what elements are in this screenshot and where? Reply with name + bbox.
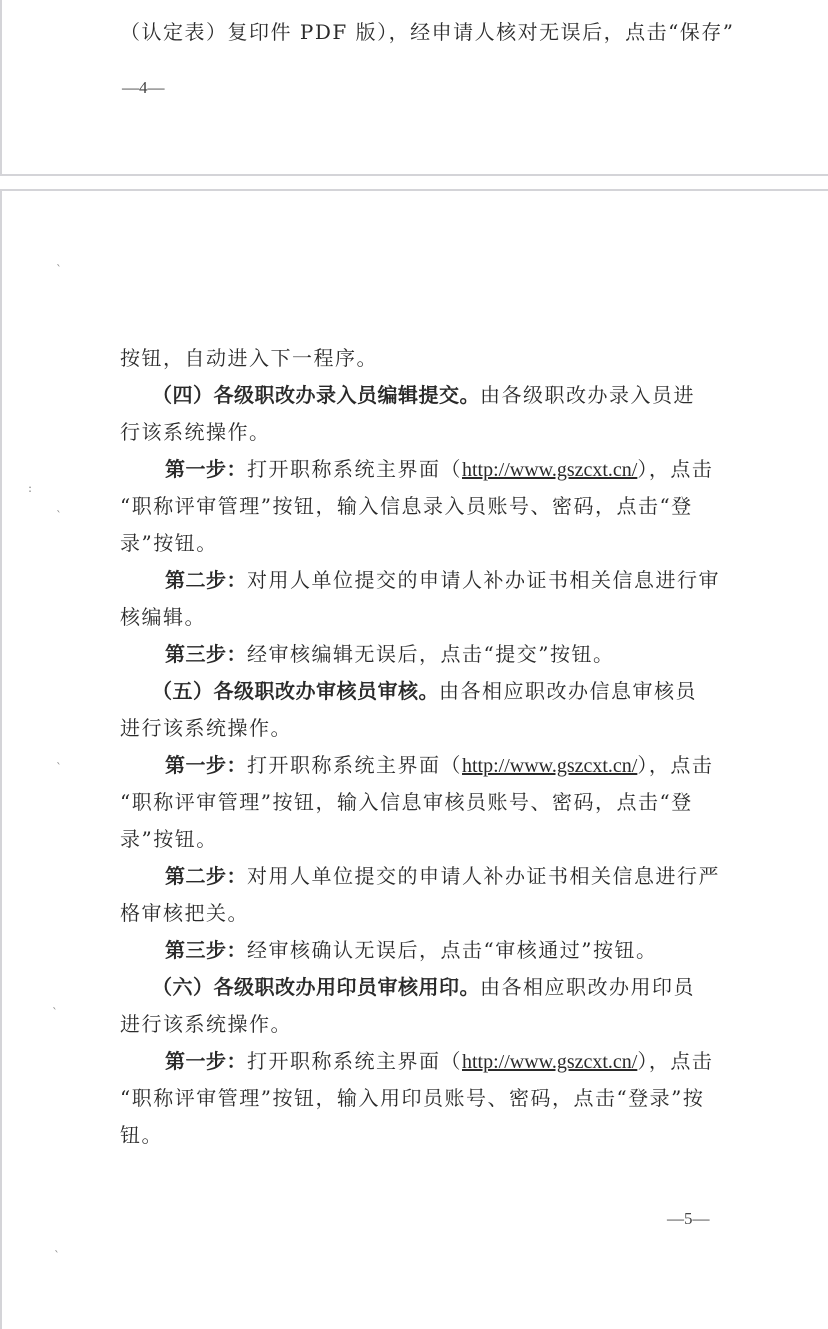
scan-speck: :: [28, 481, 33, 495]
step-label: 第一步：: [165, 1049, 247, 1073]
section-6-line2: 进行该系统操作。: [120, 1012, 292, 1036]
section-4-heading-line: [152, 383, 695, 407]
section-5-step2: [165, 864, 720, 888]
page-number-5: —5—: [667, 1209, 710, 1228]
step-text: 打开职称系统主界面（: [247, 753, 462, 777]
system-url-link[interactable]: http://www.gszcxt.cn/: [462, 459, 638, 481]
section-5-step1: [165, 753, 713, 778]
page-number-4: —4—: [122, 78, 165, 97]
section-4-heading: （四）各级职改办录入员编辑提交。: [152, 383, 480, 407]
step-label: 第二步：: [165, 864, 247, 888]
system-url-link[interactable]: http://www.gszcxt.cn/: [462, 1051, 638, 1073]
page4-text-line: （认定表）复印件 PDF 版），经申请人核对无误后，点击“保存”: [120, 20, 735, 44]
section-5-heading-rest: 由各相应职改办信息审核员: [439, 679, 697, 703]
section-5-line2: 进行该系统操作。: [120, 716, 292, 740]
step-text: 经审核确认无误后，点击“审核通过”按钮。: [247, 938, 658, 962]
section-6-step1-line3: 钮。: [120, 1123, 163, 1147]
step-text: 对用人单位提交的申请人补办证书相关信息进行严: [247, 864, 720, 888]
scan-speck: `: [56, 761, 62, 775]
section-4-step3: [165, 642, 614, 666]
section-4-line2: 行该系统操作。: [120, 420, 271, 444]
section-6-heading-line: [152, 975, 695, 999]
section-5-step2-line2: 格审核把关。: [120, 901, 249, 925]
step-label: 第一步：: [165, 457, 247, 481]
scan-speck: `: [54, 1249, 60, 1263]
document-page-4: [0, 0, 828, 176]
step-label: 第三步：: [165, 642, 247, 666]
section-6-step1: [165, 1049, 713, 1074]
step-label: 第三步：: [165, 938, 247, 962]
section-5-step1-line3: 录”按钮。: [120, 827, 218, 851]
step-text: 经审核编辑无误后，点击“提交”按钮。: [247, 642, 615, 666]
system-url-link[interactable]: http://www.gszcxt.cn/: [462, 755, 638, 777]
section-5-heading-line: [152, 679, 697, 703]
step-label: 第一步：: [165, 753, 247, 777]
document-page-5: [0, 189, 828, 1329]
section-6-step1-line2: “职称评审管理”按钮，输入用印员账号、密码，点击“登录”按: [120, 1086, 705, 1110]
step-label: 第二步：: [165, 568, 247, 592]
section-5-heading: （五）各级职改办审核员审核。: [152, 679, 439, 703]
scan-speck: `: [52, 1006, 58, 1020]
section-4-step1: [165, 457, 713, 482]
step-text: ），点击: [637, 1049, 714, 1073]
section-6-heading-rest: 由各相应职改办用印员: [480, 975, 695, 999]
step-text: ），点击: [637, 753, 714, 777]
section-5-step1-line2: “职称评审管理”按钮，输入信息审核员账号、密码，点击“登: [120, 790, 693, 814]
step-text: 打开职称系统主界面（: [247, 1049, 462, 1073]
section-4-step1-line2: “职称评审管理”按钮，输入信息录入员账号、密码，点击“登: [120, 494, 693, 518]
section-4-step2-line2: 核编辑。: [120, 605, 206, 629]
scan-speck: `: [56, 509, 62, 523]
section-4-heading-rest: 由各级职改办录入员进: [480, 383, 695, 407]
section-5-step3: [165, 938, 657, 962]
section-4-step1-line3: 录”按钮。: [120, 531, 218, 555]
continuation-text: 按钮，自动进入下一程序。: [120, 346, 378, 370]
step-text: 打开职称系统主界面（: [247, 457, 462, 481]
section-4-step2: [165, 568, 720, 592]
scan-speck: `: [56, 263, 62, 277]
section-6-heading: （六）各级职改办用印员审核用印。: [152, 975, 480, 999]
step-text: ），点击: [637, 457, 714, 481]
step-text: 对用人单位提交的申请人补办证书相关信息进行审: [247, 568, 720, 592]
